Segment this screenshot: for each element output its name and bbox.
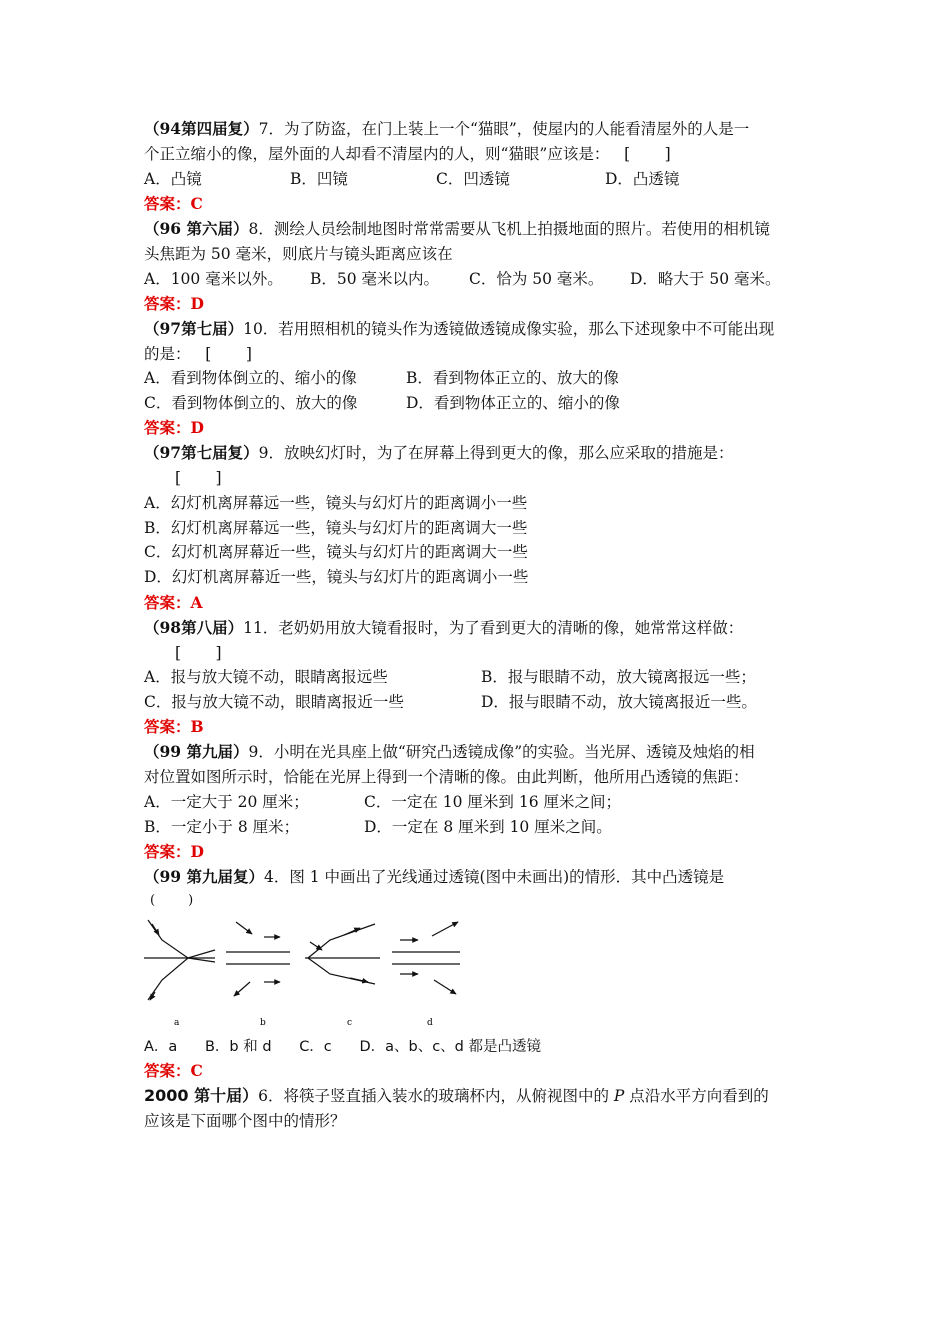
question-3-tag: （97第七届） [144,319,244,338]
figure-label-b: b [260,1018,266,1028]
question-4-option-c: C．幻灯机离屏幕近一些，镜头与幻灯片的距离调大一些 [144,543,528,561]
question-6-option-c: C．一定在 10 厘米到 16 厘米之间； [364,793,622,811]
question-7-answer: 答案：C [144,1061,203,1080]
question-1-answer: 答案：C [144,194,203,213]
question-1-line-1 [144,119,749,139]
question-3-line-2: 的是： [ ] [144,345,252,363]
question-5-line-1 [144,618,743,638]
figure-b-rays [226,922,290,996]
question-2-answer: 答案：D [144,294,204,313]
question-2-text: 8．测绘人员绘制地图时常常需要从飞机上拍摄地面的照片。若使用的相机镜 [248,220,770,238]
question-6-option-d: D．一定在 8 厘米到 10 厘米之间。 [364,818,612,836]
question-4-answer: 答案：A [144,593,203,612]
question-1-option-d: D．凸透镜 [605,170,680,188]
question-3-answer: 答案：D [144,418,204,437]
question-3-option-a: A．看到物体倒立的、缩小的像 [144,369,357,387]
question-1-line-2: 个正立缩小的像，屋外面的人却看不清屋内的人，则“猫眼”应该是： [ ] [144,145,671,163]
question-6-line-2: 对位置如图所示时，恰能在光屏上得到一个清晰的像。由此判断，他所用凸透镜的焦距： [144,768,749,786]
question-6-line-1 [144,742,755,762]
figure-a-rays [144,920,215,1000]
question-1-tag: （94第四届复） [144,119,259,138]
question-8-line-1: 2000 第十届）6．将筷子竖直插入装水的玻璃杯内，从俯视图中的 P 点沿水平方向看到的 [144,1086,769,1105]
question-1-option-b: B．凹镜 [290,170,348,188]
question-7-line-2: ( ) [150,893,194,908]
question-6-option-a: A．一定大于 20 厘米； [144,793,309,811]
question-5-answer: 答案：B [144,717,204,736]
question-1-text: 7．为了防盗，在门上装上一个“猫眼”，使屋内的人能看清屋外的人是一 [258,120,750,138]
question-7-options: A．a B．b 和 d C．c D．a、b、c、d 都是凸透镜 [144,1039,541,1055]
question-6-text: 9．小明在光具座上做“研究凸透镜成像”的实验。当光屏、透镜及烛焰的相 [248,743,755,761]
figure-label-d: d [427,1018,433,1028]
question-7-tag: （99 第九届复） [144,867,264,886]
question-4-tag: （97第七届复） [144,443,259,462]
question-2-line-2: 头焦距为 50 毫米，则底片与镜头距离应该在 [144,245,453,263]
question-4-option-b: B．幻灯机离屏幕远一些，镜头与幻灯片的距离调大一些 [144,519,528,537]
question-3-text: 10．若用照相机的镜头作为透镜做透镜成像实验，那么下述现象中不可能出现 [243,320,775,338]
question-5-option-d: D．报与眼睛不动，放大镜离报近一些。 [481,693,757,711]
question-5-option-c: C．报与放大镜不动，眼睛离报近一些 [144,693,404,711]
question-8-tag: 2000 第十届） [144,1086,259,1105]
question-4-text: 9．放映幻灯时，为了在屏幕上得到更大的像，那么应采取的措施是： [258,444,734,462]
question-2-tag: （96 第六届） [144,219,249,238]
figure-label-a: a [174,1018,180,1028]
question-5-text: 11．老奶奶用放大镜看报时，为了看到更大的清晰的像，她常常这样做： [243,619,744,637]
question-2-line-1 [144,219,770,239]
question-7-line-1 [144,867,724,887]
question-8-line-2: 应该是下面哪个图中的情形？ [144,1112,346,1130]
question-4-option-a: A．幻灯机离屏幕远一些，镜头与幻灯片的距离调小一些 [144,494,528,512]
question-2-option-a: A．100 毫米以外。 [144,270,283,288]
question-3-option-c: C．看到物体倒立的、放大的像 [144,394,358,412]
question-2-option-c: C．恰为 50 毫米。 [469,270,604,288]
question-4-line-2: [ ] [175,469,222,487]
question-3-option-d: D．看到物体正立的、缩小的像 [406,394,620,412]
question-1-option-a: A．凸镜 [144,170,202,188]
question-5-tag: （98第八届） [144,618,244,637]
question-5-option-a: A．报与放大镜不动，眼睛离报远些 [144,668,388,686]
question-1-option-c: C．凹透镜 [436,170,510,188]
question-6-option-b: B．一定小于 8 厘米； [144,818,300,836]
question-4-line-1 [144,443,733,463]
question-7-text: 4．图 1 中画出了光线通过透镜(图中未画出)的情形．其中凸透镜是 [263,868,725,886]
point-p-label: P [613,1087,625,1105]
question-3-option-b: B．看到物体正立的、放大的像 [406,369,619,387]
figure-d-rays [392,922,460,994]
light-ray-figure [140,912,470,1032]
question-5-line-2: [ ] [175,644,222,662]
question-6-answer: 答案：D [144,842,204,861]
question-3-line-1 [144,319,774,339]
question-6-tag: （99 第九届） [144,742,249,761]
question-4-option-d: D．幻灯机离屏幕近一些，镜头与幻灯片的距离调小一些 [144,568,529,586]
question-2-option-d: D．略大于 50 毫米。 [630,270,781,288]
figure-c-rays [305,924,380,984]
question-2-option-b: B．50 毫米以内。 [310,270,440,288]
figure-label-c: c [347,1018,353,1028]
question-5-option-b: B．报与眼睛不动，放大镜离报远一些； [481,668,756,686]
